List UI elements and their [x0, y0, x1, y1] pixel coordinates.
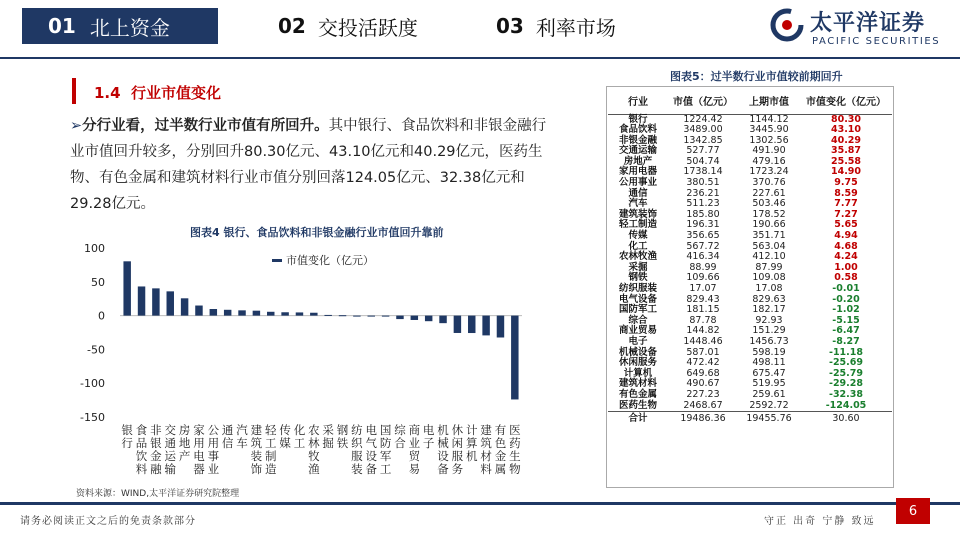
previous-cap-cell: 182.17	[752, 304, 786, 316]
previous-cap-cell: 109.08	[752, 272, 786, 284]
industry-bar-chart	[60, 236, 530, 486]
previous-cap-cell: 519.95	[752, 378, 786, 390]
chart-title: 图表4 银行、食品饮料和非银金融行业市值回升靠前	[190, 226, 444, 239]
table-row	[608, 337, 892, 348]
bar	[310, 313, 317, 316]
change-cell: -25.79	[829, 367, 863, 379]
x-tick-label: 品	[135, 436, 148, 450]
company-logo	[770, 4, 952, 52]
y-tick-label: -150	[80, 411, 105, 424]
table-row	[608, 390, 892, 401]
tab-northbound-funds[interactable]	[22, 8, 218, 44]
x-tick-label: 纺	[351, 423, 363, 437]
y-tick-label: 50	[91, 275, 105, 289]
x-tick-label: 易	[408, 462, 421, 476]
x-tick-label: 算	[466, 436, 478, 450]
x-tick-label: 金	[150, 449, 162, 463]
x-tick-label: 药	[509, 436, 521, 450]
market-cap-cell: 511.23	[686, 198, 720, 210]
previous-cap-cell: 503.46	[752, 198, 786, 210]
x-tick-label: 交	[164, 423, 176, 437]
bar	[353, 316, 360, 317]
bar	[396, 316, 403, 319]
tab-interest-rate-market[interactable]	[496, 8, 616, 44]
y-tick-label: 100	[84, 242, 105, 255]
x-tick-label: 行	[121, 436, 133, 450]
change-cell: 1.00	[834, 261, 858, 273]
previous-cap-cell: 370.76	[752, 177, 786, 189]
x-tick-label: 机	[437, 423, 449, 437]
x-tick-label: 信	[221, 436, 234, 450]
total-label-cell: 合计	[608, 412, 668, 426]
total-previous-cell: 19455.76	[738, 412, 800, 426]
bar	[123, 261, 130, 315]
x-tick-label: 设	[365, 449, 377, 463]
bar	[454, 316, 461, 333]
bar	[152, 288, 159, 315]
bar	[439, 316, 446, 324]
industry-cell: 钢铁	[628, 272, 648, 284]
x-tick-label: 服	[451, 449, 464, 463]
column-header: 上期市值	[738, 88, 800, 114]
x-tick-label: 渔	[308, 462, 320, 476]
x-tick-label: 休	[451, 423, 464, 437]
page-number: 6	[896, 498, 930, 524]
change-cell: -25.69	[829, 357, 863, 369]
industry-cell: 采掘	[628, 261, 648, 273]
x-tick-label: 国	[379, 423, 392, 437]
x-tick-label: 合	[394, 436, 406, 450]
footer-divider	[0, 502, 960, 505]
industry-cell: 非银金融	[618, 134, 657, 146]
industry-cell: 机械设备	[618, 346, 657, 358]
x-tick-label: 公	[207, 423, 220, 437]
x-tick-label: 媒	[279, 436, 291, 450]
market-cap-cell: 144.82	[686, 325, 720, 337]
market-cap-cell: 227.23	[686, 388, 720, 400]
x-tick-label: 融	[150, 462, 162, 476]
bar	[167, 291, 174, 315]
x-tick-label: 地	[178, 436, 191, 450]
previous-cap-cell: 17.08	[755, 283, 783, 294]
previous-cap-cell: 598.19	[752, 346, 786, 358]
section-title	[94, 82, 221, 103]
y-tick-label: -100	[80, 377, 105, 391]
x-tick-label: 色	[494, 436, 507, 450]
previous-cap-cell: 829.63	[752, 293, 786, 305]
change-cell: -11.18	[829, 346, 863, 358]
x-tick-label: 输	[164, 462, 176, 476]
bar	[511, 316, 518, 400]
x-tick-label: 综	[394, 423, 406, 437]
change-cell: -8.27	[832, 335, 860, 347]
x-tick-label: 家	[193, 423, 205, 437]
tab-number: 01	[48, 14, 76, 38]
x-tick-label: 设	[437, 449, 449, 463]
x-tick-label: 建	[250, 423, 263, 437]
x-tick-label: 医	[509, 423, 521, 437]
legend-label: 市值变化（亿元）	[286, 254, 374, 267]
tab-number: 02	[278, 14, 306, 38]
change-cell: 4.68	[834, 240, 858, 252]
industry-cell: 医药生物	[618, 399, 657, 411]
x-tick-label: 电	[193, 449, 205, 463]
body-paragraph	[70, 113, 556, 217]
previous-cap-cell: 491.90	[752, 145, 786, 157]
header-divider	[0, 57, 960, 59]
x-tick-label: 材	[480, 449, 492, 463]
change-cell: -0.20	[832, 293, 860, 305]
bar	[368, 316, 375, 317]
x-tick-label: 筑	[480, 436, 492, 450]
tab-label: 利率市场	[535, 15, 616, 40]
market-cap-cell: 196.31	[686, 219, 720, 231]
previous-cap-cell: 1723.24	[749, 166, 789, 178]
previous-cap-cell: 479.16	[752, 155, 786, 167]
x-tick-label: 制	[265, 449, 277, 463]
bar	[296, 312, 303, 315]
disclaimer-text: 请务必阅读正文之后的免责条款部分	[20, 516, 196, 527]
x-tick-label: 生	[509, 449, 521, 463]
change-cell: -29.28	[829, 378, 863, 390]
previous-cap-cell: 563.04	[752, 240, 786, 252]
market-cap-cell: 829.43	[686, 293, 720, 305]
industry-cell: 建筑材料	[618, 378, 657, 390]
industry-cell: 房地产	[623, 155, 653, 167]
change-cell: -6.47	[832, 325, 860, 337]
industry-cell: 计算机	[623, 367, 653, 379]
x-tick-label: 器	[193, 462, 205, 476]
x-tick-label: 化	[293, 423, 306, 437]
bar	[210, 309, 217, 316]
bar	[138, 286, 145, 315]
table-header-row	[608, 88, 892, 114]
market-cap-cell: 185.80	[686, 208, 720, 220]
column-header: 市值（亿元）	[668, 88, 738, 114]
industry-cell: 化工	[628, 240, 648, 252]
y-tick-label: 0	[98, 309, 105, 323]
x-tick-label: 械	[437, 436, 449, 450]
x-tick-label: 贸	[408, 449, 421, 463]
previous-cap-cell: 1302.56	[749, 134, 789, 146]
market-cap-cell: 2468.67	[683, 399, 723, 411]
x-tick-label: 闲	[451, 436, 464, 450]
x-tick-label: 林	[308, 436, 320, 450]
x-tick-label: 织	[351, 436, 363, 450]
table-row	[608, 401, 892, 412]
change-cell: 43.10	[830, 124, 862, 136]
market-cap-cell: 181.15	[686, 304, 720, 316]
y-tick-label: -50	[87, 343, 105, 357]
change-cell: -124.05	[825, 399, 867, 411]
x-tick-label: 料	[480, 462, 492, 476]
change-cell: -32.38	[829, 388, 863, 400]
total-change-cell: 30.60	[800, 412, 892, 426]
source-note: 资料来源：WIND,太平洋证券研究院整理	[76, 489, 240, 499]
x-tick-label: 造	[265, 462, 277, 476]
previous-cap-cell: 1144.12	[749, 113, 789, 125]
market-cap-cell: 88.99	[689, 261, 717, 273]
industry-cell: 银行	[628, 113, 648, 125]
previous-cap-cell: 178.52	[752, 208, 786, 220]
industry-cell: 电气设备	[618, 293, 657, 305]
x-tick-label: 有	[494, 423, 507, 437]
x-tick-label: 牧	[308, 449, 320, 463]
total-cap-cell: 19486.36	[668, 412, 738, 426]
x-tick-label: 运	[164, 449, 176, 463]
previous-cap-cell: 259.61	[752, 388, 786, 400]
x-tick-label: 车	[236, 436, 248, 450]
section-marker	[72, 78, 76, 104]
x-tick-label: 非	[150, 423, 162, 437]
bar	[382, 316, 389, 317]
tab-number: 03	[496, 14, 524, 38]
market-cap-cell: 504.74	[686, 155, 720, 167]
x-tick-label: 房	[178, 423, 191, 437]
previous-cap-cell: 675.47	[752, 367, 786, 379]
x-tick-label: 子	[422, 436, 435, 450]
column-header: 行业	[608, 88, 668, 114]
previous-cap-cell: 190.66	[752, 219, 786, 231]
logo-mark-icon	[770, 8, 804, 42]
paragraph-body: 其中银行、食品饮料和非银金融行业市值回升较多，分别回升80.30亿元、43.10亿元和40.29亿元，医药生物、有色金属和建筑材料行业市值分别回落124.05亿元、32.38亿元和29.28亿元。	[70, 118, 547, 212]
industry-cell: 食品饮料	[618, 124, 657, 136]
market-cap-cell: 1448.46	[683, 335, 723, 347]
x-tick-label: 工	[379, 462, 392, 476]
change-cell: -5.15	[832, 314, 860, 326]
x-tick-label: 银	[150, 436, 162, 450]
bar	[181, 298, 188, 315]
bullet-arrow-icon: ➢	[70, 118, 83, 134]
market-cap-cell: 472.42	[686, 357, 720, 369]
bar	[497, 316, 504, 338]
change-cell: 9.75	[834, 177, 858, 189]
x-tick-label: 采	[322, 423, 334, 437]
market-cap-cell: 236.21	[686, 187, 720, 199]
x-tick-label: 工	[265, 436, 277, 450]
market-cap-cell: 380.51	[686, 177, 720, 189]
previous-cap-cell: 351.71	[752, 230, 786, 242]
paragraph-lead: 分行业看，过半数行业市值有所回升。	[82, 118, 329, 134]
industry-cell: 建筑装饰	[618, 208, 657, 220]
x-tick-label: 属	[494, 462, 507, 476]
industry-cell: 交通运输	[618, 145, 657, 157]
x-tick-label: 工	[293, 436, 306, 450]
previous-cap-cell: 92.93	[755, 314, 783, 326]
previous-cap-cell: 498.11	[752, 357, 786, 369]
bar	[411, 316, 418, 320]
change-cell: 40.29	[830, 134, 862, 146]
table-row	[608, 284, 892, 295]
market-cap-cell: 1738.14	[683, 166, 723, 178]
x-tick-label: 备	[437, 462, 449, 476]
market-cap-cell: 17.07	[689, 283, 717, 294]
market-cap-cell: 416.34	[686, 251, 720, 263]
section-number: 1.4	[94, 84, 121, 102]
previous-cap-cell: 1456.73	[749, 335, 789, 347]
industry-cell: 商业贸易	[618, 325, 657, 337]
x-tick-label: 电	[422, 423, 435, 437]
x-tick-label: 汽	[236, 423, 248, 437]
x-tick-label: 事	[207, 449, 220, 463]
market-cap-cell: 356.65	[686, 230, 720, 242]
x-tick-label: 军	[379, 449, 392, 463]
bar	[224, 310, 231, 316]
x-tick-label: 服	[351, 449, 363, 463]
x-tick-label: 务	[451, 462, 464, 476]
table-total-row	[608, 412, 892, 426]
tab-label: 北上资金	[89, 15, 170, 40]
market-cap-cell: 567.72	[686, 240, 720, 252]
industry-cell: 汽车	[628, 198, 648, 210]
market-cap-cell: 490.67	[686, 378, 720, 390]
x-tick-label: 装	[250, 449, 263, 463]
bar	[195, 306, 202, 316]
bar	[468, 316, 475, 333]
industry-cell: 轻工制造	[618, 219, 657, 231]
x-tick-label: 通	[221, 423, 234, 437]
x-tick-label: 产	[178, 449, 191, 463]
x-tick-label: 防	[379, 436, 392, 450]
x-tick-label: 建	[480, 423, 492, 437]
x-tick-label: 业	[408, 436, 421, 450]
previous-cap-cell: 151.29	[752, 325, 786, 337]
previous-cap-cell: 2592.72	[749, 399, 789, 411]
bar	[253, 311, 260, 316]
x-tick-label: 传	[279, 423, 291, 437]
change-cell: 7.27	[834, 208, 858, 220]
x-tick-label: 电	[365, 423, 377, 437]
market-cap-cell: 649.68	[686, 367, 720, 379]
industry-cell: 电子	[628, 335, 648, 347]
change-cell: 7.77	[834, 198, 858, 210]
change-cell: 8.59	[834, 187, 858, 199]
x-tick-label: 装	[351, 462, 363, 476]
bar	[324, 315, 331, 316]
change-cell: 80.30	[830, 113, 862, 125]
industry-cell: 家用电器	[618, 166, 657, 178]
x-tick-label: 轻	[265, 423, 277, 437]
market-cap-cell: 3489.00	[683, 124, 723, 136]
logo-chinese-name: 太平洋证券	[810, 11, 926, 36]
column-header: 市值变化（亿元）	[800, 88, 892, 114]
market-cap-cell: 87.78	[689, 314, 717, 326]
x-tick-label: 业	[207, 462, 220, 476]
x-tick-label: 农	[308, 423, 320, 437]
previous-cap-cell: 3445.90	[749, 124, 789, 136]
industry-cell: 通信	[628, 187, 648, 199]
x-tick-label: 计	[466, 423, 478, 437]
change-cell: 14.90	[830, 166, 862, 178]
bar	[267, 312, 274, 316]
change-cell: -0.01	[832, 283, 860, 294]
x-tick-label: 用	[193, 436, 205, 450]
x-tick-label: 饮	[135, 449, 148, 463]
logo-english-name: PACIFIC SECURITIES	[812, 36, 941, 47]
x-tick-label: 银	[121, 423, 133, 437]
previous-cap-cell: 87.99	[755, 261, 783, 273]
x-tick-label: 掘	[322, 436, 334, 450]
x-tick-label: 机	[466, 449, 478, 463]
market-cap-cell: 1342.85	[683, 134, 723, 146]
bar	[238, 310, 245, 315]
industry-cell: 纺织服装	[618, 283, 657, 294]
x-tick-label: 食	[135, 423, 148, 437]
x-tick-label: 金	[494, 449, 507, 463]
tab-label: 交投活跃度	[317, 15, 418, 40]
x-tick-label: 饰	[250, 462, 263, 476]
x-tick-label: 气	[365, 436, 377, 450]
x-tick-label: 商	[408, 423, 421, 437]
industry-cell: 休闲服务	[618, 357, 657, 369]
company-motto: 守正 出奇 宁静 致远	[764, 516, 876, 527]
bar	[281, 312, 288, 315]
industry-cell: 农林牧渔	[618, 251, 657, 263]
industry-cell: 传媒	[628, 230, 648, 242]
x-tick-label: 料	[135, 462, 148, 476]
market-cap-cell: 587.01	[686, 346, 720, 358]
x-tick-label: 铁	[336, 436, 349, 450]
industry-cell: 国防军工	[618, 304, 657, 316]
x-tick-label: 物	[509, 462, 521, 476]
table-title: 图表5：过半数行业市值较前期回升	[670, 70, 843, 83]
bar	[425, 316, 432, 322]
bar	[339, 315, 346, 316]
x-tick-label: 备	[365, 462, 377, 476]
change-cell: 4.24	[834, 251, 858, 263]
change-cell: 4.94	[834, 230, 858, 242]
tab-trading-activity[interactable]	[278, 8, 418, 44]
bar	[482, 316, 489, 336]
section-title-text: 行业市值变化	[131, 84, 222, 102]
market-cap-cell: 109.66	[686, 272, 720, 284]
market-cap-cell: 1224.42	[683, 113, 723, 125]
previous-cap-cell: 227.61	[752, 187, 786, 199]
change-cell: 5.65	[834, 219, 858, 231]
x-tick-label: 筑	[250, 436, 263, 450]
x-tick-label: 通	[164, 436, 176, 450]
change-cell: 25.58	[830, 155, 862, 167]
industry-cell: 综合	[628, 314, 648, 326]
change-cell: 35.87	[830, 145, 862, 157]
x-tick-label: 用	[207, 436, 220, 450]
industry-market-cap-table	[608, 88, 892, 425]
previous-cap-cell: 412.10	[752, 251, 786, 263]
industry-cell: 公用事业	[618, 177, 657, 189]
change-cell: -1.02	[832, 304, 860, 316]
industry-cell: 有色金属	[618, 388, 657, 400]
x-tick-label: 钢	[336, 423, 349, 437]
market-cap-cell: 527.77	[686, 145, 720, 157]
change-cell: 0.58	[834, 272, 858, 284]
